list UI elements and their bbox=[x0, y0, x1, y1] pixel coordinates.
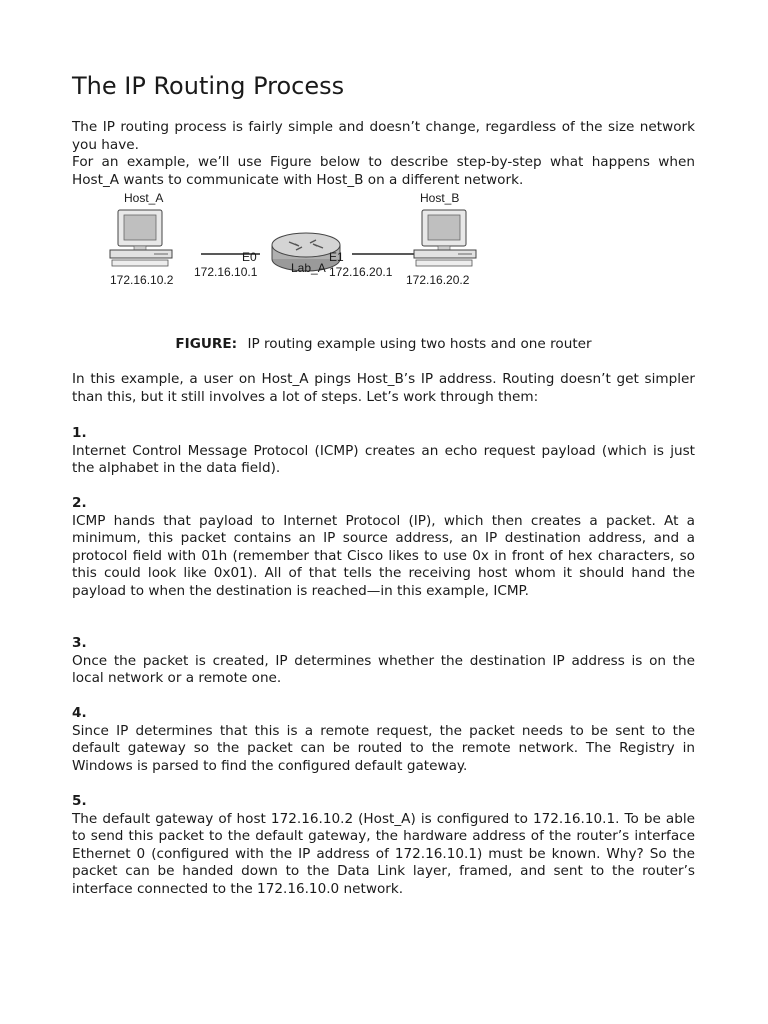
step-text: Once the packet is created, IP determines whether the destination IP address is on the local network or a remote one. bbox=[72, 652, 695, 687]
step-5 bbox=[72, 793, 695, 899]
host-a-computer-icon bbox=[110, 210, 172, 266]
intro-section bbox=[72, 119, 695, 189]
step-text: Since IP determines that this is a remote request, the packet needs to be sent to the default gateway so the packet can be routed to the remote network. The Registry in Windows is parsed to find the configured default gateway. bbox=[72, 722, 695, 774]
network-diagram bbox=[96, 188, 516, 300]
page-title: The IP Routing Process bbox=[72, 72, 345, 100]
step-3 bbox=[72, 635, 695, 688]
step-number: 1. bbox=[72, 425, 87, 441]
host-b-ip-label: 172.16.20.2 bbox=[406, 273, 470, 287]
intro-paragraph-1: The IP routing process is fairly simple and doesn’t change, regardless of the size network you have. bbox=[72, 119, 695, 153]
figure-caption-text: IP routing example using two hosts and one router bbox=[247, 336, 592, 352]
step-text: The default gateway of host 172.16.10.2 (Host_A) is configured to 172.16.10.1. To be able to send this packet to the default gateway, the hardware address of the router’s interface Ethernet 0 (configured with the IP address of 172.16.10.1) must be known. Why? So the packet can be handed down to the Data Link layer, framed, and sent to the router’s interface connected to the 172.16.10.0 network. bbox=[72, 810, 695, 897]
step-number: 4. bbox=[72, 705, 87, 721]
figure-caption bbox=[72, 336, 695, 352]
host-a-label: Host_A bbox=[124, 191, 164, 205]
router-e1-ip-label: 172.16.20.1 bbox=[329, 265, 393, 279]
step-number: 5. bbox=[72, 793, 87, 809]
step-number: 3. bbox=[72, 635, 87, 651]
step-2 bbox=[72, 495, 695, 601]
step-number: 2. bbox=[72, 495, 87, 511]
step-4 bbox=[72, 705, 695, 775]
router-name-label: Lab_A bbox=[291, 261, 326, 275]
example-paragraph: In this example, a user on Host_A pings Host_B’s IP address. Routing doesn’t get simpler than this, but it still involves a lot of steps. Let’s work through them: bbox=[72, 371, 695, 405]
host-a-ip-label: 172.16.10.2 bbox=[110, 273, 174, 287]
step-text: ICMP hands that payload to Internet Protocol (IP), which then creates a packet. At a minimum, this packet contains an IP source address, an IP destination address, and a protocol field with 01h (remember that Cisco likes to use 0x in front of hex characters, so this could look like 0x01). All of that tells the receiving host whom it should hand the payload to when the destination is reached—in this example, ICMP. bbox=[72, 512, 695, 599]
step-1 bbox=[72, 425, 695, 478]
step-text: Internet Control Message Protocol (ICMP) creates an echo request payload (which is just the alphabet in the data field). bbox=[72, 442, 695, 477]
host-b-label: Host_B bbox=[420, 191, 460, 205]
router-e0-label: E0 bbox=[242, 250, 257, 264]
intro-paragraph-2: For an example, we’ll use Figure below to describe step-by-step what happens when Host_A wants to communicate with Host_B on a different network. bbox=[72, 154, 695, 188]
network-figure bbox=[96, 188, 516, 300]
host-b-computer-icon bbox=[414, 210, 476, 266]
router-e0-ip-label: 172.16.10.1 bbox=[194, 265, 258, 279]
figure-caption-label: FIGURE: bbox=[175, 336, 238, 352]
router-e1-label: E1 bbox=[329, 250, 344, 264]
